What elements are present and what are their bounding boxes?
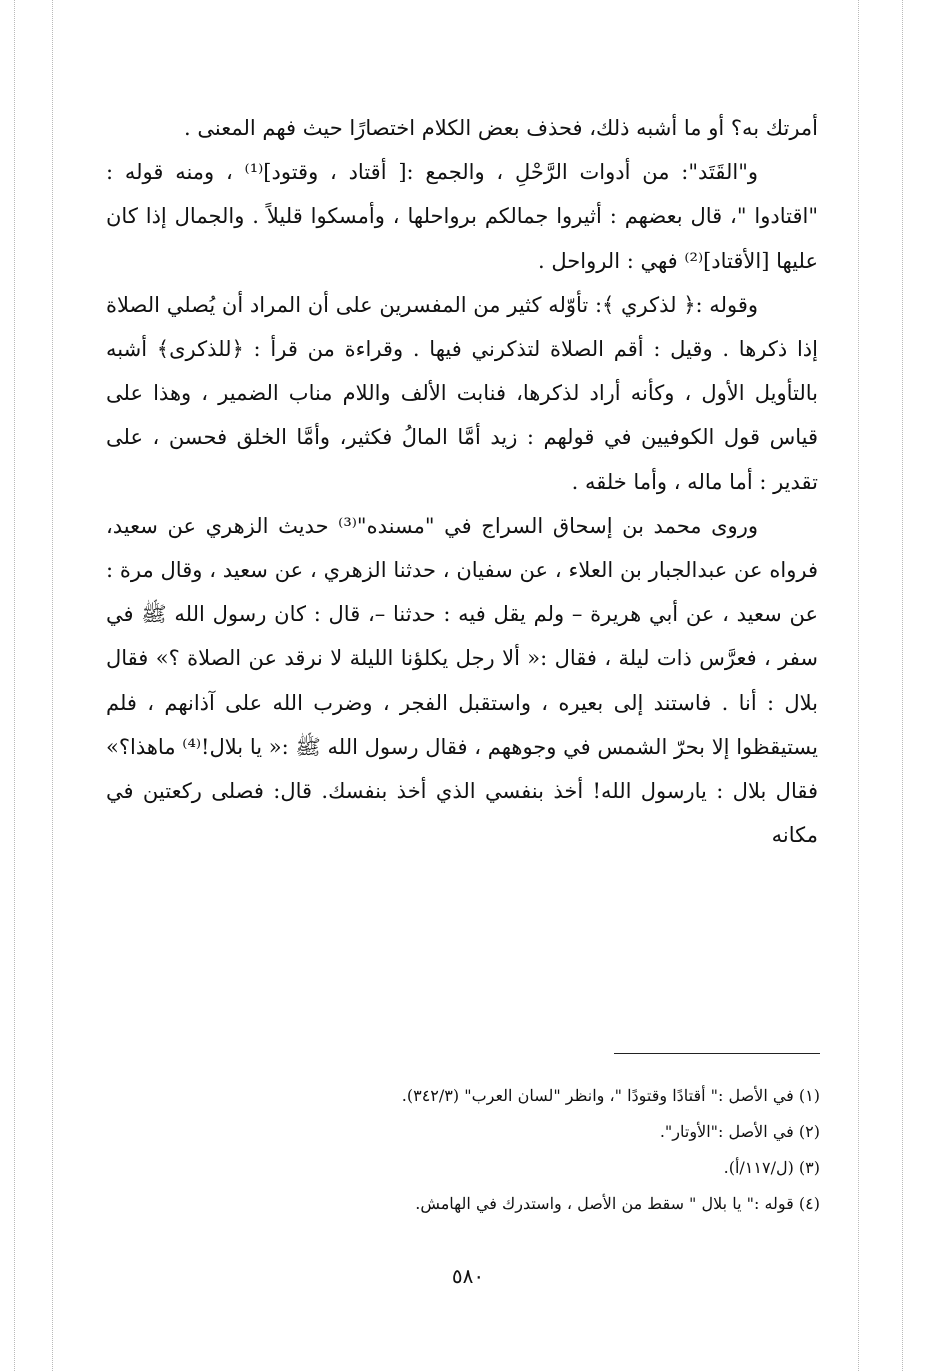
footnotes [250, 1078, 820, 1222]
footnote-2: (٢) في الأصل :"الأوتار". [659, 1122, 820, 1141]
page-number: ٥٨٠ [451, 1264, 485, 1288]
margin-guide-right-inner [858, 0, 859, 1371]
body-text [106, 106, 818, 857]
margin-guide-right-outer [902, 0, 903, 1371]
footnote-separator [614, 1053, 820, 1054]
footnote-3: (٣) (ل/١١٧/أ). [723, 1158, 820, 1177]
footnote-4: (٤) قوله :" يا بلال " سقط من الأصل ، واستدرك في الهامش. [415, 1194, 820, 1213]
margin-guide-left-outer [14, 0, 15, 1371]
paragraph-1: أمرتك به؟ أو ما أشبه ذلك، فحذف بعض الكلام اختصارًا حيث فهم المعنى . [184, 116, 818, 140]
paragraph-2: و"القَتَد": من أدوات الرَّحْلِ ، والجمع :[ أقتاد ، وقتود]⁽¹⁾ ، ومنه قوله : "اقتادوا "، قال بعضهم : أثيروا جمالكم برواحلها ، وأمسكوا قليلاً . والجمال إذا كان عليها [الأقتاد]⁽²⁾ فهي : الرواحل . [106, 160, 818, 273]
paragraph-3: وقوله :﴿ لذكري ﴾: تأوّله كثير من المفسرين على أن المراد أن يُصلي الصلاة إذا ذكرها . وقيل : أقم الصلاة لتذكرني فيها . وقراءة من قرأ : ﴿للذكرى﴾ أشبه بالتأويل الأول ، وكأنه أراد لذكرها، فنابت الألف واللام مناب الضمير ، وهذا على قياس قول الكوفيين في قولهم : زيد أمَّا المالُ فكثير، وأمَّا الخلق فحسن ، على تقدير : أما ماله ، وأما خلقه . [106, 292, 818, 494]
footnote-1: (١) في الأصل :" أقتادًا وقتودًا "، وانظر "لسان العرب" (٣٤٢/٣). [401, 1086, 820, 1105]
paragraph-4: وروى محمد بن إسحاق السراج في "مسنده"⁽³⁾ حديث الزهري عن سعيد، فرواه عن عبدالجبار بن العلاء ، عن سفيان ، حدثنا الزهري ، عن سعيد ، وقال مرة : عن سعيد ، عن أبي هريرة – ولم يقل فيه : حدثنا –، قال : كان رسول الله ﷺ في سفر ، فعرَّس ذات ليلة ، فقال :« ألا رجل يكلؤنا الليلة لا نرقد عن الصلاة ؟» فقال بلال : أنا . فاستند إلى بعيره ، واستقبل الفجر ، وضرب الله على آذانهم ، فلم يستيقظوا إلا بحرّ الشمس في وجوههم ، فقال رسول الله ﷺ :« يا بلال!⁽⁴⁾ ماهذا؟» فقال بلال : يارسول الله! أخذ بنفسي الذي أخذ بنفسك. قال: فصلى ركعتين في مكانه [106, 513, 819, 848]
margin-guide-left-inner [52, 0, 53, 1371]
